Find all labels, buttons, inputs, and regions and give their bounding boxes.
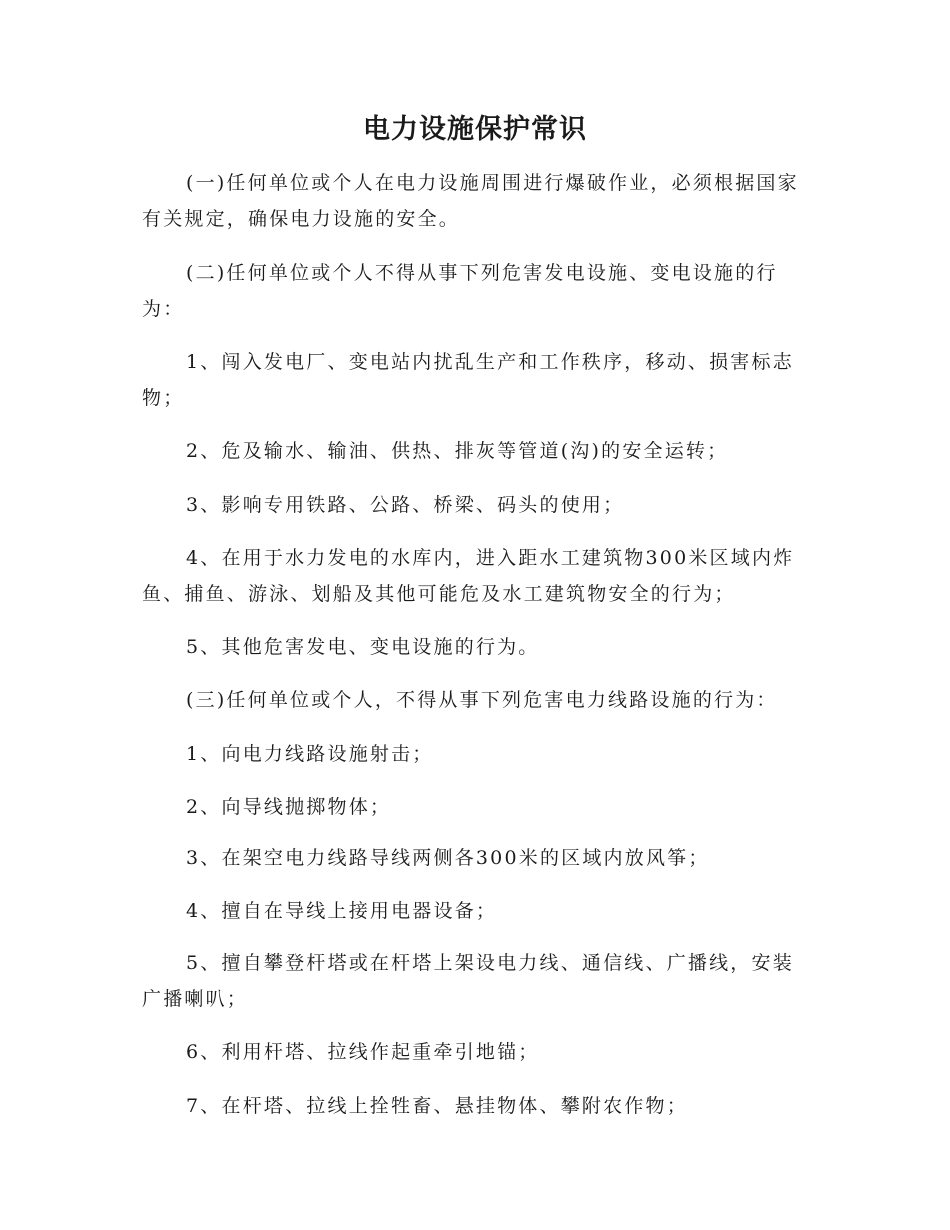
paragraph-15: 7、在杆塔、拉线上拴牲畜、悬挂物体、攀附农作物；	[186, 1095, 688, 1117]
paragraph-2: (二)任何单位或个人不得从事下列危害发电设施、变电设施的行为：	[142, 262, 778, 320]
paragraph-9: 1、向电力线路设施射击；	[186, 743, 434, 765]
paragraph-4: 2、危及输水、输油、供热、排灰等管道(沟)的安全运转；	[186, 440, 729, 462]
paragraph-12: 4、擅自在导线上接用电器设备；	[186, 900, 498, 922]
paragraph-11: 3、在架空电力线路导线两侧各300米的区域内放风筝；	[186, 847, 710, 869]
paragraph-10: 2、向导线抛掷物体；	[186, 796, 392, 818]
paragraph-14: 6、利用杆塔、拉线作起重牵引地锚；	[186, 1041, 540, 1063]
paragraph-1: (一)任何单位或个人在电力设施周围进行爆破作业，必须根据国家有关规定，确保电力设施的安全。	[142, 172, 799, 230]
paragraph-6: 4、在用于水力发电的水库内，进入距水工建筑物300米区域内炸鱼、捕鱼、游泳、划船及其他可能危及水工建筑物安全的行为；	[142, 547, 795, 605]
paragraph-8: (三)任何单位或个人，不得从事下列危害电力线路设施的行为：	[186, 689, 778, 711]
paragraph-3: 1、闯入发电厂、变电站内扰乱生产和工作秩序，移动、损害标志物；	[142, 351, 794, 409]
paragraph-13: 5、擅自攀登杆塔或在杆塔上架设电力线、通信线、广播线，安装广播喇叭；	[142, 952, 794, 1010]
paragraph-7: 5、其他危害发电、变电设施的行为。	[186, 636, 540, 658]
document-title: 电力设施保护常识	[363, 114, 587, 145]
paragraph-5: 3、影响专用铁路、公路、桥梁、码头的使用；	[186, 494, 625, 516]
